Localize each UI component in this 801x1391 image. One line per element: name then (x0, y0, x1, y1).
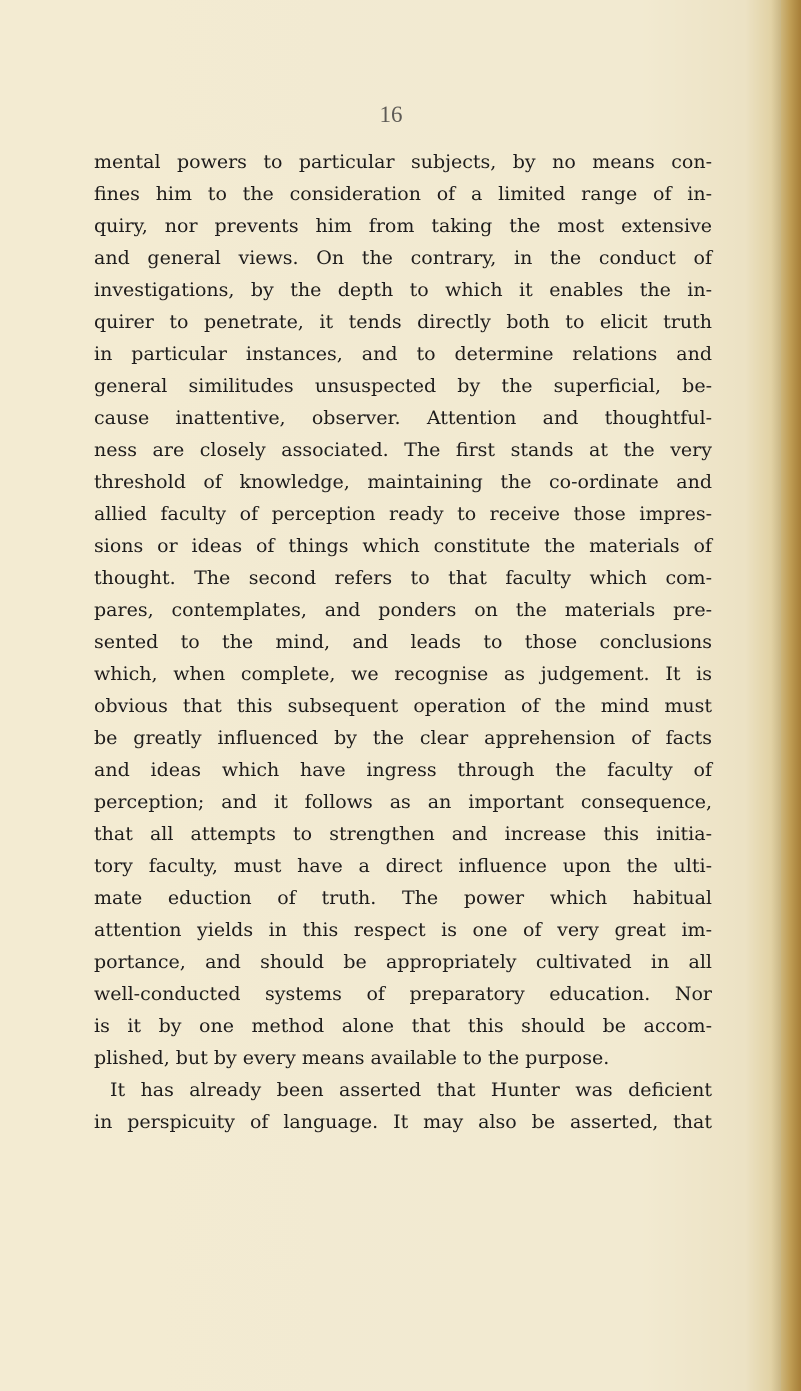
text-line: general similitudes unsuspected by the superficial, be- (94, 375, 712, 397)
text-line: allied faculty of perception ready to receive those impres- (94, 503, 712, 525)
text-line: fines him to the consideration of a limited range of in- (94, 183, 712, 205)
text-line: sented to the mind, and leads to those conclusions (94, 631, 712, 653)
text-line: portance, and should be appropriately cultivated in all (94, 951, 712, 973)
text-line: and ideas which have ingress through the faculty of (94, 759, 712, 781)
text-line: sions or ideas of things which constitute the materials of (94, 535, 712, 557)
text-line: attention yields in this respect is one of very great im- (94, 919, 712, 941)
text-line: pares, contemplates, and ponders on the materials pre- (94, 599, 712, 621)
text-line: obvious that this subsequent operation of the mind must (94, 695, 712, 717)
page-edge-shadow (771, 0, 781, 1391)
text-line: ness are closely associated. The first stands at the very (94, 439, 712, 461)
page-edge (781, 0, 801, 1391)
text-line: investigations, by the depth to which it enables the in- (94, 279, 712, 301)
paragraph-end-line: plished, but by every means available to the purpose. (94, 1047, 610, 1069)
paragraph-start-line: It has already been asserted that Hunter was deficient (110, 1079, 712, 1101)
text-line: that all attempts to strengthen and increase this initia- (94, 823, 712, 845)
body-text (94, 146, 712, 1138)
text-line: quirer to penetrate, it tends directly both to elicit truth (94, 311, 712, 333)
text-line: is it by one method alone that this should be accom- (94, 1015, 712, 1037)
text-line: mental powers to particular subjects, by no means con- (94, 151, 712, 173)
text-line: in particular instances, and to determine relations and (94, 343, 712, 365)
text-line: thought. The second refers to that faculty which com- (94, 567, 712, 589)
text-line: threshold of knowledge, maintaining the co-ordinate and (94, 471, 712, 493)
text-line: cause inattentive, observer. Attention and thoughtful- (94, 407, 712, 429)
text-line: be greatly influenced by the clear apprehension of facts (94, 727, 712, 749)
text-line: well-conducted systems of preparatory education. Nor (94, 983, 712, 1005)
text-line: mate eduction of truth. The power which habitual (94, 887, 712, 909)
text-line: in perspicuity of language. It may also be asserted, that (94, 1111, 712, 1133)
page-number: 16 (379, 102, 403, 127)
text-line: and general views. On the contrary, in the conduct of (94, 247, 712, 269)
text-line: tory faculty, must have a direct influence upon the ulti- (94, 855, 712, 877)
text-line: quiry, nor prevents him from taking the most extensive (94, 215, 712, 237)
text-line: which, when complete, we recognise as judgement. It is (94, 663, 712, 685)
text-line: perception; and it follows as an important consequence, (94, 791, 712, 813)
